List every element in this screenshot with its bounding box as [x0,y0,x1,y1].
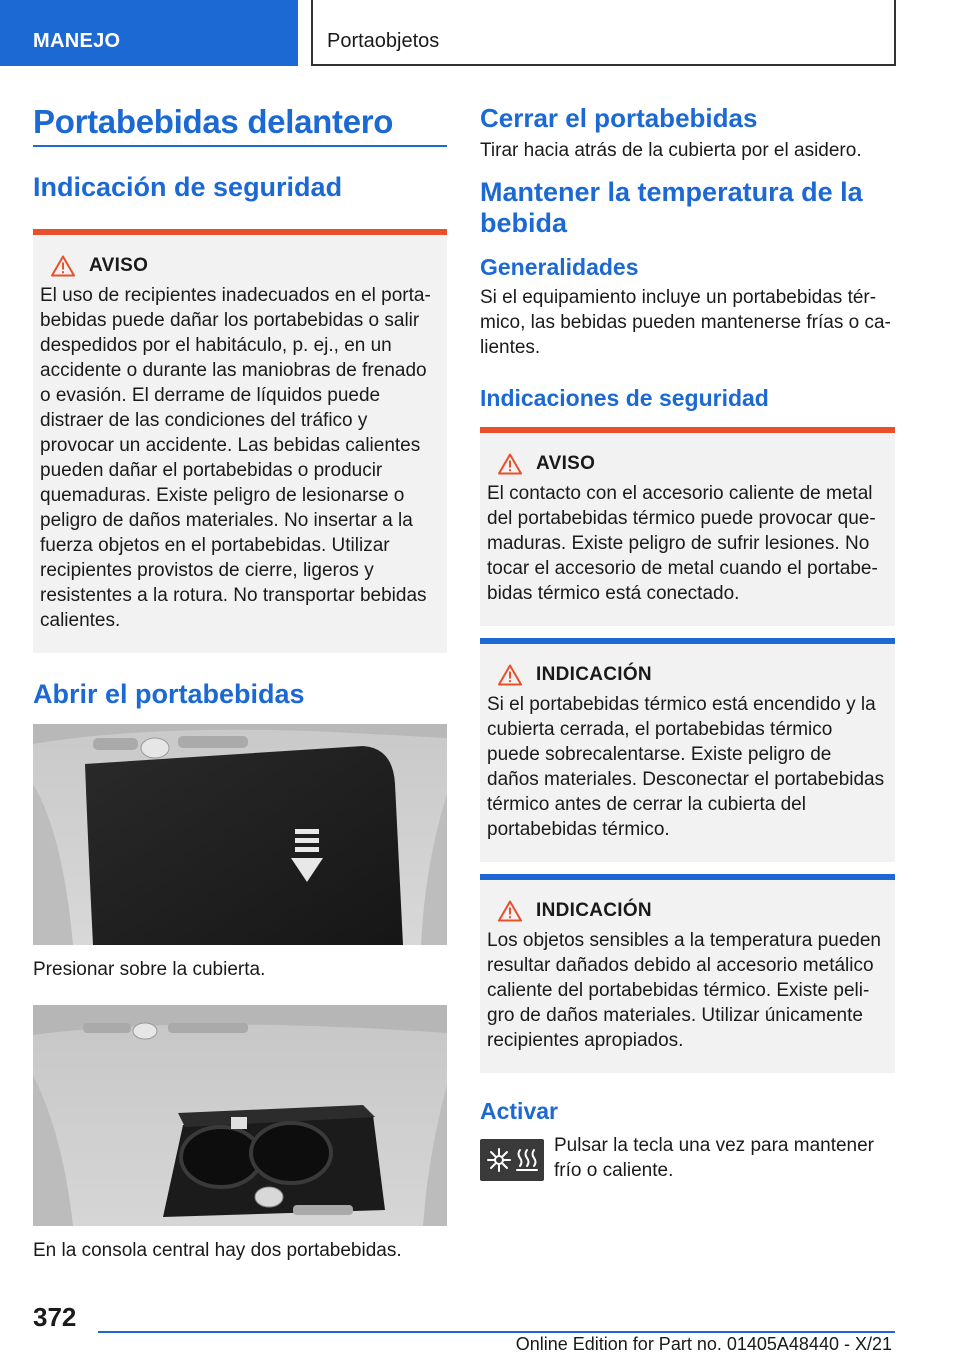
warning-box [33,229,447,653]
caption-press-cover: Presionar sobre la cubierta. [33,959,266,980]
safety-heading: Indicación de seguridad [33,172,343,202]
warning-triangle-icon [51,255,75,277]
title-rule [33,145,447,147]
snowflake-heat-button-icon[interactable] [480,1139,544,1181]
note-triangle-icon [498,664,522,686]
snowflake-icon [486,1147,512,1173]
page-number: 372 [33,1302,77,1332]
cover-closed-photo [33,724,447,945]
close-heading: Cerrar el portabebidas [480,103,758,133]
page-title: Portabebidas delantero [33,103,394,140]
edition-footer: Online Edition for Part no. 01405A48440 - X/21 [515,1334,892,1354]
note-label: INDICACIÓN [536,664,652,685]
activate-heading: Activar [480,1098,558,1124]
warning-box-hot-metal [480,427,895,626]
section-tab[interactable]: MANEJO [0,0,298,66]
open-heading: Abrir el portabebidas [33,679,305,709]
note-text: Los objetos sensibles a la temperatura pueden resultar dañados debido al accesorio metálico caliente del portabebidas térmico. Existe peligro de daños materiales. Utilizar únicamente recipientes apropiados. [487,930,881,1051]
note-triangle-icon [498,900,522,922]
topic-label: Portaobjetos [311,0,896,66]
general-text: Si el equipamiento incluye un portabebidas térmico, las bebidas pueden mantenerse frías o calientes. [480,287,891,358]
activate-row [480,1133,895,1183]
page-header [0,0,960,66]
caption-two-cupholders: En la consola central hay dos portabebidas. [33,1240,402,1261]
right-column [480,100,895,1183]
general-heading: Generalidades [480,254,639,280]
warning-label: AVISO [536,453,596,474]
warning-triangle-icon [498,453,522,475]
note-box-sensitive-objects [480,874,895,1073]
warning-label: AVISO [89,255,149,276]
cupholders-open-photo [33,1005,447,1226]
warning-text: El uso de recipientes inadecuados en el portabebidas puede dañar los portabebidas o salir despedidos por el habitáculo, p. ej., en un accidente o durante las maniobras de frenado o evasión. El derrame de líquidos puede distraer de las condiciones del tráfico y provocar un accidente. Las bebidas calientes pueden dañar el portabebidas o producir quemaduras. Existe peligro de lesionarse o peligro de daños materiales. No insertar a la fuerza objetos en el portabebidas. Utilizar recipientes provistos de cierre, ligeros y resistentes a la rotura. No transportar bebidas calientes. [40,285,431,631]
note-label: INDICACIÓN [536,900,652,921]
temperature-heading: Mantener la temperatura de la bebida [480,177,863,238]
close-text: Tirar hacia atrás de la cubierta por el asidero. [480,140,862,161]
left-column [33,100,447,1263]
warning-text: El contacto con el accesorio caliente de metal del portabebidas térmico puede provocar quemaduras. Existe peligro de sufrir lesiones. No tocar el accesorio de metal cuando el portabebidas térmico está conectado. [487,483,878,604]
heat-waves-icon [515,1147,539,1173]
activate-text: Pulsar la tecla una vez para mantener frío o caliente. [554,1135,875,1181]
safety-indications-heading: Indicaciones de seguridad [480,385,769,411]
footer-rule [98,1331,895,1333]
note-box-overheat [480,638,895,862]
note-text: Si el portabebidas térmico está encendido y la cubierta cerrada, el portabebidas térmico puede sobrecalentarse. Existe peligro de daños materiales. Desconectar el portabebidas térmico antes de cerrar la cubierta del portabebidas térmico. [487,694,885,840]
